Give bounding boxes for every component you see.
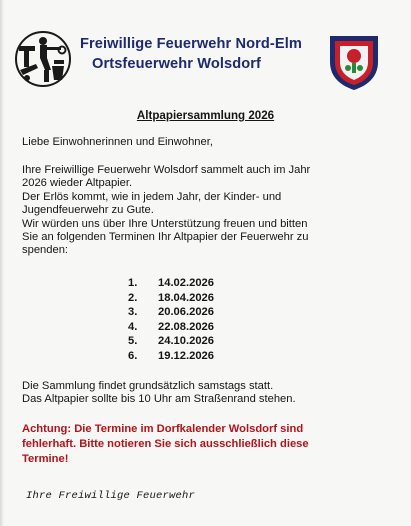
date-number: 5. — [128, 335, 138, 348]
info-line: Die Sammlung findet grundsätzlich samstags statt. — [22, 380, 274, 392]
date-value: 18.04.2026 — [158, 291, 214, 304]
scan-edge — [0, 0, 4, 526]
warning-line: Achtung: Die Termine im Dorfkalender Wolsdorf sind — [22, 423, 304, 435]
date-item — [128, 291, 214, 306]
warning-line: fehlerhaft. Bitte notieren Sie sich ausschließlich diese — [22, 438, 309, 450]
dates-list — [128, 276, 214, 364]
greeting: Liebe Einwohnerinnen und Einwohner, — [22, 136, 213, 148]
date-value: 20.06.2026 — [158, 306, 214, 319]
date-number: 2. — [128, 291, 138, 304]
info-line: Das Altpapier sollte bis 10 Uhr am Straßenrand stehen. — [22, 393, 296, 406]
body-line: Ihre Freiwillige Feuerwehr Wolsdorf sammelt auch im Jahr — [22, 164, 311, 176]
date-number: 6. — [128, 349, 138, 362]
body-line: spenden: — [22, 244, 69, 257]
date-item — [128, 320, 214, 335]
body-line: Sie an folgenden Terminen Ihr Altpapier der Feuerwehr zu — [22, 231, 309, 244]
body-line: Der Erlös kommt, wie in jedem Jahr, der Kinder- und — [22, 190, 282, 203]
date-item — [128, 276, 214, 291]
date-item — [128, 305, 214, 320]
date-item — [128, 334, 214, 349]
date-value: 14.02.2026 — [158, 277, 214, 289]
date-number: 1. — [128, 277, 138, 289]
date-number: 4. — [128, 320, 138, 333]
date-value: 19.12.2026 — [158, 349, 214, 362]
date-value: 24.10.2026 — [158, 335, 214, 348]
body-line: Wir würden uns über Ihre Unterstützung freuen und bitten — [22, 217, 308, 230]
header-line-1: Freiwillige Feuerwehr Nord-Elm — [80, 36, 302, 52]
warning-text — [22, 422, 367, 467]
body-text — [22, 164, 397, 258]
header-line-2: Ortsfeuerwehr Wolsdorf — [92, 56, 261, 72]
body-line: Jugendfeuerwehr zu Gute. — [22, 204, 154, 217]
date-item — [128, 349, 214, 364]
date-value: 22.08.2026 — [158, 320, 214, 333]
firefighter-pictogram-icon — [14, 30, 72, 88]
organisation-header — [80, 34, 325, 74]
coat-of-arms-icon — [326, 32, 382, 92]
body-line: 2026 wieder Altpapier. — [22, 177, 133, 190]
warning-line: Termine! — [22, 453, 69, 465]
signature: Ihre Freiwillige Feuerwehr — [26, 490, 196, 502]
date-number: 3. — [128, 306, 138, 319]
page-title: Altpapiersammlung 2026 — [136, 109, 275, 122]
info-text — [22, 380, 397, 407]
